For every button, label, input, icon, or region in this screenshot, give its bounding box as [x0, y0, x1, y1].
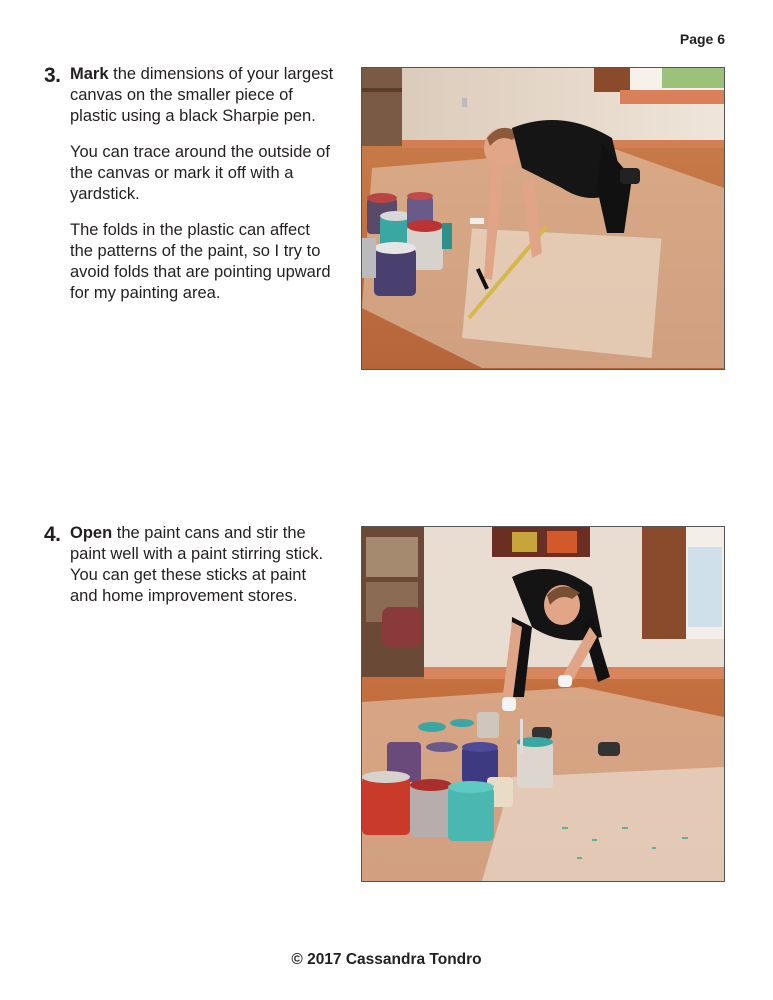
copyright-footer: © 2017 Cassandra Tondro	[291, 951, 482, 968]
step-number: 3.	[44, 64, 61, 87]
step-paragraph	[70, 523, 336, 607]
step-paragraph: The folds in the plastic can affect the patterns of the paint, so I try to avoid folds that are pointing upward for my painting area.	[70, 221, 331, 302]
step-paragraph-text: the dimensions of your largest canvas on the smaller piece of plastic using a black Sharpie pen.	[70, 65, 334, 125]
photo-illustration	[362, 68, 724, 369]
step-lead-word: Mark	[70, 65, 109, 83]
step-paragraph: You can trace around the outside of the canvas or mark it off with a yardstick.	[70, 143, 330, 203]
step-4	[44, 523, 336, 622]
step-paragraph-text: the paint cans and stir the paint well with a paint stirring stick. You can get these sticks at paint and home improvement stores.	[70, 524, 324, 605]
page-number: Page 6	[679, 31, 725, 47]
step-text	[70, 523, 336, 607]
step-number: 4.	[44, 523, 61, 546]
step-paragraph	[70, 64, 336, 127]
photo-stirring-paint	[361, 526, 725, 882]
step-lead-word: Open	[70, 524, 113, 542]
step-3	[44, 64, 336, 319]
step-text	[70, 64, 336, 304]
photo-illustration	[362, 527, 724, 881]
photo-marking-canvas	[361, 67, 725, 370]
